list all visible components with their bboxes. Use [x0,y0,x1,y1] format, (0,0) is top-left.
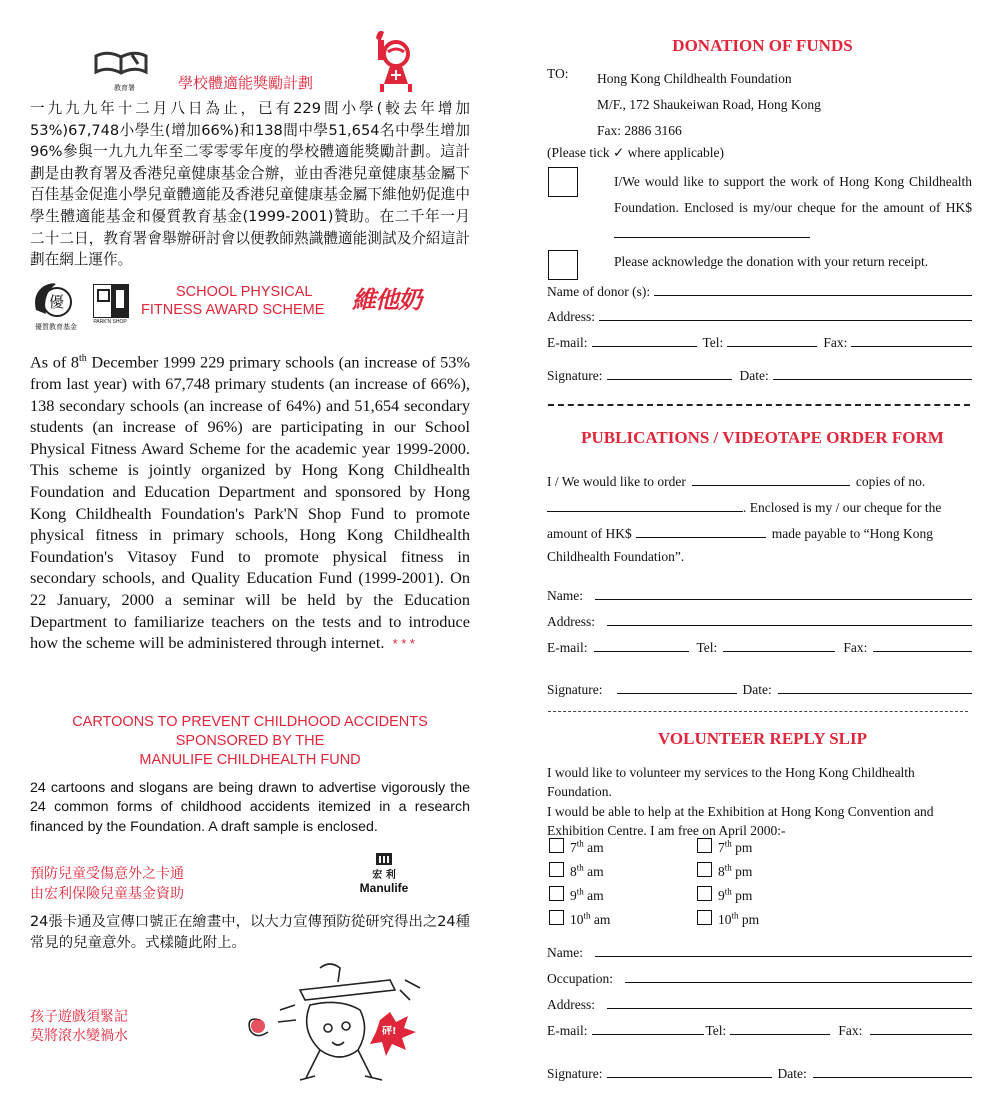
donation-address-line-2: M/F., 172 Shaukeiwan Road, Hong Kong [597,97,821,112]
donation-tel-label: Tel: [702,335,724,350]
manulife-en: Manulife [359,881,409,895]
slot-10-pm-checkbox[interactable] [697,910,712,925]
fitness-title-en-1: SCHOOL PHYSICAL [176,284,313,300]
slot-10-pm[interactable] [697,910,845,928]
parknshop-caption: PARK'N SHOP [93,319,127,325]
cartoon-body-en: 24 cartoons and slogans are being drawn to advertise vigorously the 24 common forms of childhood accidents itemized in a research financed by the Foundation. A draft sample is enclosed. [30,780,470,835]
cartoon-title-line-1: CARTOONS TO PREVENT CHILDHOOD ACCIDENTS [72,714,428,730]
slot-7-pm-ampm: pm [735,840,753,855]
order-address-row [547,611,972,630]
order-line-2-text: . Enclosed is my / our cheque for the [743,500,942,515]
order-divider [548,711,968,712]
slot-7-pm-day: 7 [718,840,725,855]
slot-8-am-checkbox[interactable] [549,862,564,877]
fitness-title-en-2: FITNESS AWARD SCHEME [141,302,325,318]
cartoon-title [30,713,470,770]
donation-fax-label: Fax: [823,335,848,350]
slot-8-am-day: 8 [570,864,577,879]
volunteer-address-field[interactable] [607,994,972,1009]
manulife-emblem-icon [376,853,392,865]
donation-address-label: Address: [547,309,595,324]
order-line-1 [547,471,972,490]
volunteer-email-field[interactable] [592,1020,704,1035]
order-line-3 [547,523,977,542]
slot-7-pm[interactable] [697,838,845,856]
donation-address-row [547,306,972,325]
donation-divider [548,404,970,406]
volunteer-occupation-row [547,968,972,987]
support-option [614,169,972,247]
volunteer-slots [549,838,849,928]
donation-address [597,66,821,144]
donor-name-label: Name of donor (s): [547,284,651,299]
volunteer-date-label: Date: [777,1066,807,1081]
slot-7-pm-checkbox[interactable] [697,838,712,853]
slot-8-am-ampm: am [587,864,604,879]
slot-9-pm-day: 9 [718,888,725,903]
volunteer-address-label: Address: [547,997,595,1012]
slot-10-am-ampm: am [593,912,611,927]
donation-date-label: Date: [739,368,769,383]
donor-name-field[interactable] [654,281,972,296]
cartoon-body-zh: 24張卡通及宣傳口號正在繪畫中，以大力宣傳預防從研究得出之24種常見的兒童意外。式樣隨此附上。 [30,914,470,951]
order-date-field[interactable] [778,679,972,694]
slot-8-pm[interactable] [697,862,845,880]
qef-logo [26,280,86,332]
order-line-3-text-a: amount of HK$ [547,526,632,541]
vitasoy-logo: 維他奶 [352,286,421,314]
volunteer-intro-2: I would be able to help at the Exhibition at Hong Kong Convention and Exhibition Centre. I am free on April 2000:- [547,803,934,838]
volunteer-intro-1: I would like to volunteer my services to the Hong Kong Childhealth Foundation. [547,765,915,800]
parknshop-logo [93,284,127,325]
cartoon-title-line-3: MANULIFE CHILDHEALTH FUND [139,752,361,768]
volunteer-signature-field[interactable] [607,1063,772,1078]
slot-7-pm-sup: th [724,838,732,849]
order-fax-label: Fax: [843,640,868,655]
order-name-field[interactable] [595,585,972,600]
order-date-label: Date: [742,682,772,697]
order-signature-field[interactable] [617,679,737,694]
volunteer-title: VOLUNTEER REPLY SLIP [657,729,868,748]
order-line-4: Childhealth Foundation”. [547,549,685,564]
slot-9-pm-sup: th [724,886,732,897]
volunteer-signature-row [547,1063,972,1082]
volunteer-email-label: E-mail: [547,1023,588,1038]
slot-10-pm-day: 10 [718,912,732,927]
cartoon-title-line-2: SPONSORED BY THE [175,733,325,749]
education-department-logo [92,50,152,93]
donation-address-field[interactable] [599,306,972,321]
support-option-text: I/We would like to support the work of Hong Kong Childhealth Foundation. Enclosed is my/our cheque for the amount of HK$ [614,174,972,215]
fitness-body-en-text: December 1999 229 primary schools (an increase of 53% from last year) with 67,748 primary students (an increase of 66%), 138 secondary schools (an increase of 64%) and 51,654 secondary students (an increase of 96%) are participating in our School Physical Fitness Award Scheme for the academic year 1999-2000. This scheme is jointly organized by Hong Kong Childhealth Foundation and Education Department and sponsored by Hong Kong Childhealth Foundation's Park'N Shop Fund to promote physical fitness in primary schools, Hong Kong Childhealth Foundation's Vitasoy Fund to promote physical fitness in secondary schools, and Quality Education Fund (1999-2001). On 22 January, 2000 a seminar will be held by the Education Department to familiarize teachers on the tests and to introduce how the scheme will be administered through internet. [30,352,471,653]
slot-9-pm-ampm: pm [735,888,753,903]
open-book-icon [92,50,150,78]
order-contact-row [547,637,972,656]
volunteer-fax-label: Fax: [838,1023,863,1038]
volunteer-name-field[interactable] [595,942,972,957]
slot-7-am-ampm: am [587,840,604,855]
donation-address-line-3: Fax: 2886 3166 [597,123,682,138]
order-line-3-text-b: made payable to “Hong Kong [771,526,933,541]
donation-fax-field[interactable] [851,332,972,347]
order-title: PUBLICATIONS / VIDEOTAPE ORDER FORM [581,428,944,447]
manulife-zh: 宏 利 [372,870,396,881]
qef-logo-char: 優 [49,293,65,311]
slot-9-am-day: 9 [570,888,577,903]
donation-signature-field[interactable] [607,365,732,380]
slot-10-pm-sup: th [731,910,739,921]
fitness-body-en-lead: As of 8 [30,352,80,372]
order-item-no-field[interactable] [547,497,743,512]
cartoon-burst: 砰! [382,1026,397,1037]
fitness-mascot-logo [368,28,418,99]
order-email-field[interactable] [594,637,689,652]
donor-name-row [547,281,972,300]
torch-mascot-icon [368,28,418,94]
slot-7-am[interactable] [549,838,697,856]
slot-9-am-ampm: am [587,888,604,903]
donation-to-label: TO: [547,66,569,81]
education-department-caption: 教育署 [114,84,135,92]
scalding-water-cartoon-icon [240,960,440,1090]
slot-7-am-sup: th [576,838,584,849]
order-copies-field[interactable] [692,471,850,486]
order-email-label: E-mail: [547,640,588,655]
slot-9-am-sup: th [576,886,584,897]
volunteer-intro [547,763,977,840]
volunteer-name-label: Name: [547,945,583,960]
slot-10-am[interactable] [549,910,697,928]
slot-8-pm-ampm: pm [735,864,753,879]
order-name-label: Name: [547,588,583,603]
cartoon-illustration [240,960,440,1090]
qef-caption: 優質教育基金 [35,323,77,331]
donation-signature-row [547,365,972,384]
donation-title: DONATION OF FUNDS [672,36,853,55]
donation-signature-label: Signature: [547,368,603,383]
volunteer-address-row [547,994,972,1013]
slogan-zh [30,1008,128,1046]
fitness-body-zh: 一九九九年十二月八日為止，已有229間小學(較去年增加53%)67,748小學生(增加66%)和138間中學51,654名中學生增加96%參與一九九九年至二零零零年度的學校體適能獎勵計劃。這計劃是由教育署及香港兒童健康基金合辦，並由香港兒童健康基金屬下百佳基金促進小學兒童體適能及香港兒童健康基金屬下維他奶促進中學生體適能基金和優質教育基金(1999-2001)贊助。在二千年一月二十二日，教育署會舉辦研討會以便教師熟識體適能測試及介紹這計劃在網上運作。 [30,100,470,269]
slogan-zh-line-1: 孩子遊戲須緊記 [30,1009,128,1025]
order-address-field[interactable] [607,611,972,626]
order-amount-field[interactable] [636,523,766,538]
slot-9-am[interactable] [549,886,697,904]
slot-10-am-checkbox[interactable] [549,910,564,925]
volunteer-tel-label: Tel: [705,1023,727,1038]
order-signature-label: Signature: [547,682,603,697]
cartoon-title-zh-line-2: 由宏利保險兒童基金資助 [30,886,184,902]
tick-note: (Please tick ✓ where applicable) [547,145,724,160]
slogan-zh-line-2: 莫將滾水變禍水 [30,1028,128,1044]
order-line-1-text-a: I / We would like to order [547,474,686,489]
volunteer-occupation-label: Occupation: [547,971,613,986]
order-name-row [547,585,972,604]
slot-8-am[interactable] [549,862,697,880]
donation-tel-field[interactable] [727,332,817,347]
order-line-1-text-b: copies of no. [855,474,926,489]
order-signature-row [547,679,972,698]
order-line-2 [547,497,972,516]
volunteer-signature-label: Signature: [547,1066,603,1081]
receipt-option: Please acknowledge the donation with your return receipt. [614,254,929,269]
order-tel-label: Tel: [696,640,718,655]
volunteer-contact-row [547,1020,972,1039]
donation-address-line-1: Hong Kong Childhealth Foundation [597,71,792,86]
fitness-body-en [30,348,470,655]
donation-email-label: E-mail: [547,335,588,350]
order-fax-field[interactable] [873,637,972,652]
volunteer-fax-field[interactable] [870,1020,972,1035]
order-tel-field[interactable] [723,637,835,652]
slot-8-pm-sup: th [724,862,732,873]
slot-10-am-sup: th [583,910,591,921]
donation-date-field[interactable] [773,365,972,380]
volunteer-occupation-field[interactable] [625,968,972,983]
slot-8-am-sup: th [576,862,584,873]
slot-9-pm-checkbox[interactable] [697,886,712,901]
volunteer-name-row [547,942,972,961]
slot-10-am-day: 10 [570,912,584,927]
receipt-checkbox[interactable] [548,250,578,280]
slot-7-am-checkbox[interactable] [549,838,564,853]
fitness-stars: * * * [392,636,415,652]
support-checkbox[interactable] [548,167,578,197]
slot-10-pm-ampm: pm [741,912,760,927]
donation-amount-field[interactable] [614,223,810,238]
slot-7-am-day: 7 [570,840,577,855]
slot-9-pm[interactable] [697,886,845,904]
slot-8-pm-checkbox[interactable] [697,862,712,877]
slot-8-pm-day: 8 [718,864,725,879]
slot-9-am-checkbox[interactable] [549,886,564,901]
donation-email-field[interactable] [592,332,697,347]
fitness-title-zh: 學校體適能獎勵計劃 [178,74,314,92]
order-address-label: Address: [547,614,595,629]
fitness-body-en-sup: th [79,353,87,364]
cartoon-title-zh-line-1: 預防兒童受傷意外之卡通 [30,866,184,882]
manulife-logo [344,852,424,895]
volunteer-tel-field[interactable] [730,1020,830,1035]
cartoon-title-zh [30,864,184,904]
donation-contact-row [547,332,972,351]
volunteer-date-field[interactable] [813,1063,972,1078]
